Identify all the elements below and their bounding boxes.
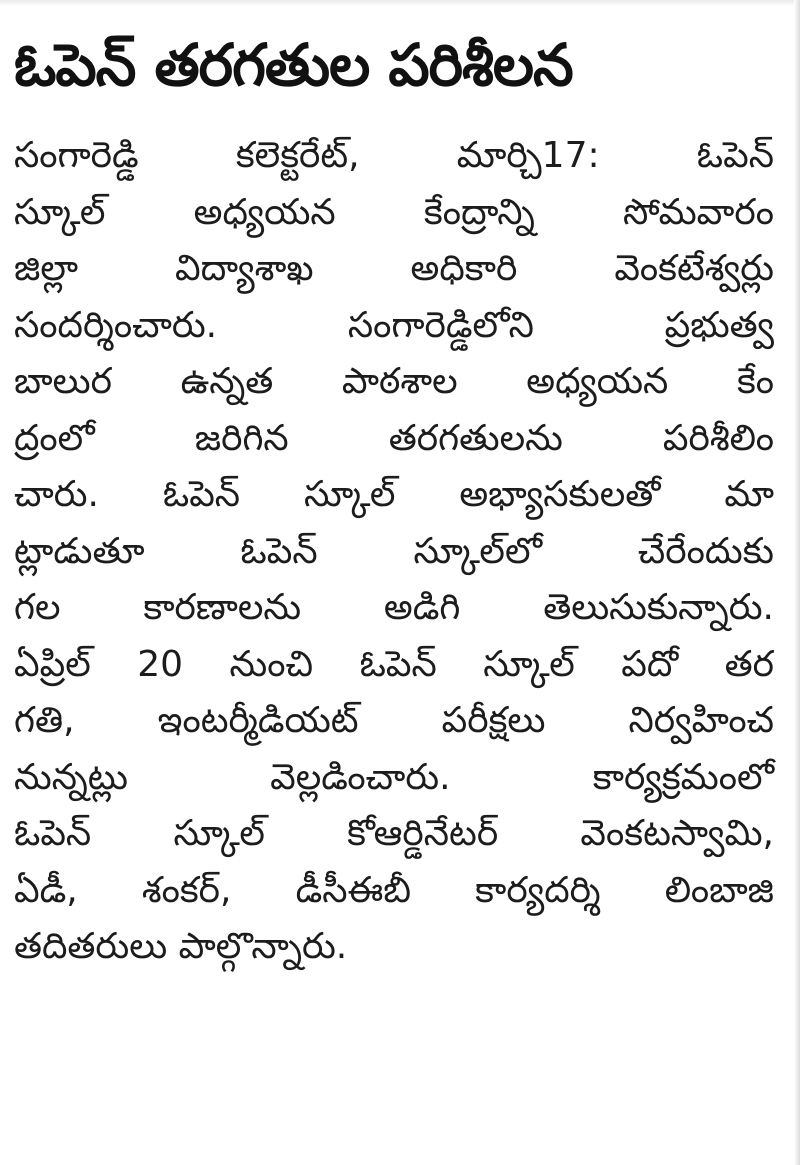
- article-headline: ఓపెన్ తరగతుల పరిశీలన: [14, 31, 573, 99]
- article-line: జిల్లా విద్యాశాఖ అధికారి వెంకటేశ్వర్లు: [14, 248, 774, 289]
- article-line: ఏప్రిల్ 20 నుంచి ఓపెన్ స్కూల్ పదో తర: [14, 643, 774, 685]
- top-edge-shadow: [0, 0, 800, 6]
- article-line: నున్నట్లు వెల్లడించారు. కార్యక్రమంలో: [14, 756, 774, 798]
- article-line: చారు. ఓపెన్ స్కూల్ అభ్యాసకులతో మా: [14, 474, 774, 515]
- newspaper-clipping: [14, 20, 774, 976]
- article-line: సందర్శించారు. సంగారెడ్డిలోని ప్రభుత్వ: [14, 304, 774, 346]
- article-line: ట్లాడుతూ ఓపెన్ స్కూల్‌లో చేరేందుకు: [14, 530, 774, 572]
- article-line: ఏడీ, శంకర్, డీసీఈబీ కార్యదర్శి లింబాజి: [14, 869, 774, 911]
- article-line: బాలుర ఉన్నత పాఠశాల అధ్యయన కేం: [14, 361, 774, 402]
- article-line: ఓపెన్ స్కూల్ కోఆర్డినేటర్ వెంకటస్వామి,: [14, 813, 774, 854]
- article-line: గతి, ఇంటర్మీడియట్ పరీక్షలు నిర్వహించ: [14, 700, 774, 741]
- article-line: స్కూల్ అధ్యయన కేంద్రాన్ని సోమవారం: [14, 191, 774, 233]
- right-edge-shadow: [794, 0, 800, 1165]
- article-line: సంగారెడ్డి కలెక్టరేట్, మార్చి17: ఓపెన్: [14, 135, 774, 176]
- article-line: తదితరులు పాల్గొన్నారు.: [14, 926, 348, 967]
- article-line: ద్రంలో జరిగిన తరగతులను పరిశీలిం: [14, 417, 774, 459]
- article-line: గల కారణాలను అడిగి తెలుసుకున్నారు.: [14, 587, 774, 628]
- article-body: [14, 128, 774, 976]
